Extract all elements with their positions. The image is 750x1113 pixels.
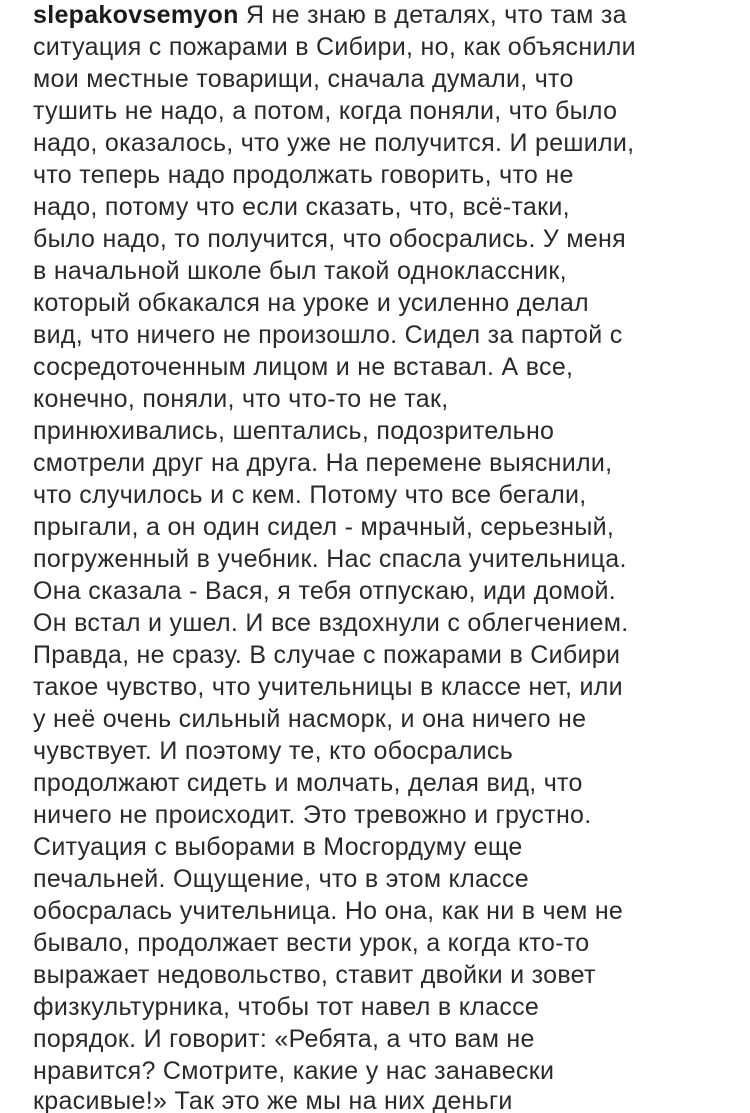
caption-line: погруженный в учебник. Нас спасла учительница.: [33, 545, 627, 573]
caption-text: Я не знаю в деталях, что там за: [245, 1, 627, 29]
caption-line: красивые!» Так это же мы на них деньги: [33, 1087, 513, 1113]
caption-line: чувствует. И поэтому те, кто обосрались: [33, 737, 514, 765]
caption-line: было надо, то получится, что обосрались. У меня: [33, 225, 626, 253]
caption-line: надо, потому что если сказать, что, всё-таки,: [33, 193, 570, 221]
caption-line: у неё очень сильный насморк, и она ничего не: [33, 705, 587, 733]
caption-line: такое чувство, что учительницы в классе нет, или: [33, 673, 623, 701]
caption-line: порядок. И говорит: «Ребята, а что вам не: [33, 1025, 535, 1053]
caption-line: Она сказала - Вася, я тебя отпускаю, иди домой.: [33, 577, 616, 605]
caption-line: ситуация с пожарами в Сибири, но, как объяснили: [33, 33, 636, 61]
caption-line: бывало, продолжает вести урок, а когда кто-то: [33, 929, 590, 957]
caption-line: смотрели друг на друга. На перемене выяснили,: [33, 449, 613, 477]
caption-line: конечно, поняли, что что-то не так,: [33, 385, 449, 413]
caption-line: нравится? Смотрите, какие у нас занавески: [33, 1057, 555, 1085]
caption-line: что случилось и с кем. Потому что все бегали,: [33, 481, 587, 509]
caption-line: в начальной школе был такой одноклассник,: [33, 257, 567, 285]
caption-line: который обкакался на уроке и усиленно делал: [33, 289, 589, 317]
caption-line: мои местные товарищи, сначала думали, что: [33, 65, 574, 93]
caption-line: Он встал и ушел. И все вздохнули с облегчением.: [33, 609, 629, 637]
caption-line: печальней. Ощущение, что в этом классе: [33, 865, 529, 893]
caption-line: сосредоточенным лицом и не вставал. А все,: [33, 353, 574, 381]
caption-line: прыгали, а он один сидел - мрачный, серьезный,: [33, 513, 615, 541]
caption-line: тушить не надо, а потом, когда поняли, что было: [33, 97, 618, 125]
caption-line: физкультурника, чтобы тот навел в классе: [33, 993, 540, 1021]
caption-line: [33, 0, 627, 31]
caption-line: что теперь надо продолжать говорить, что не: [33, 161, 574, 189]
caption-line: надо, оказалось, что уже не получится. И решили,: [33, 129, 635, 157]
caption-line: ничего не происходит. Это тревожно и грустно.: [33, 801, 592, 829]
caption-line: вид, что ничего не произошло. Сидел за партой с: [33, 321, 623, 349]
caption-line: Ситуация с выборами в Мосгордуму еще: [33, 833, 523, 861]
caption-line: выражает недовольство, ставит двойки и зовет: [33, 961, 596, 989]
caption-line: принюхивались, шептались, подозрительно: [33, 417, 555, 445]
username-link[interactable]: slepakovsemyon: [33, 1, 239, 29]
caption-line: продолжают сидеть и молчать, делая вид, что: [33, 769, 583, 797]
caption-line: Правда, не сразу. В случае с пожарами в Сибири: [33, 641, 621, 669]
caption-line: обосралась учительница. Но она, как ни в чем не: [33, 897, 624, 925]
